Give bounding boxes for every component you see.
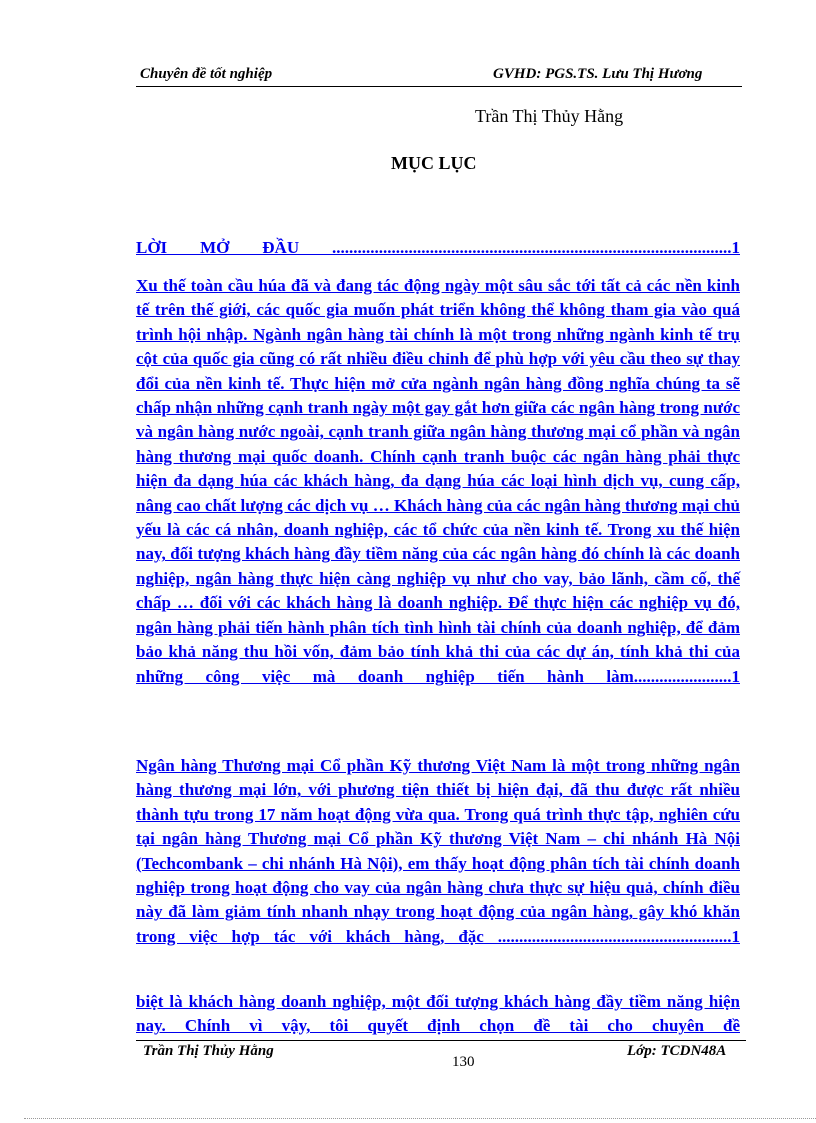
toc-entry-techcombank[interactable]: Ngân hàng Thương mại Cổ phần Kỹ thương Việt Nam là một trong những ngân hàng thương mại lớn, với phương tiện thiết bị hiện đại, đã thu được rất nhiều thành tựu trong 17 năm hoạt động vừa qua. Trong quá trình thực tập, nghiên cứu tại ngân hàng Thương mại Cổ phần Kỹ thương Việt Nam – chi nhánh Hà Nội (Techcombank – chi nhánh Hà Nội), em thấy hoạt động phân tích tài chính doanh nghiệp trong hoạt động cho vay của ngân hàng chưa thực sự hiệu quả, chính điều này đã làm giảm tính nhanh nhạy trong hoạt động của ngân hàng, gây khó khăn trong việc hợp tác với khách hàng, đặc .......................................................1 xyxy=(136,756,740,946)
header-rule xyxy=(136,86,742,87)
page-header-right: GVHD: PGS.TS. Lưu Thị Hương xyxy=(493,66,703,82)
page-header-left: Chuyên đề tốt nghiệp xyxy=(140,66,273,82)
footer-rule xyxy=(136,1040,746,1041)
footer-class: Lớp: TCDN48A xyxy=(627,1043,727,1059)
author-name: Trần Thị Thủy Hằng xyxy=(475,106,624,126)
toc-entry-intro[interactable]: LỜI MỞ ĐẦU ..............................................................................................1 xyxy=(136,238,740,257)
toc-entry-continued[interactable] xyxy=(136,990,740,1039)
toc-entry-continued-text[interactable]: biệt là khách hàng doanh nghiệp, một đối tượng khách hàng đầy tiềm năng hiện nay. Chính vì vậy, tôi quyết định chọn đề tài cho chuyên đề xyxy=(136,992,740,1036)
toc-entry-globalization[interactable]: Xu thế toàn cầu húa đã và đang tác động ngày một sâu sắc tới tất cả các nền kinh tế trên thế giới, các quốc gia muốn phát triển không thể không tham gia vào quá trình hội nhập. Ngành ngân hàng tài chính là một trong những ngành kinh tế trụ cột của quốc gia cũng có rất nhiều điều chỉnh để phù hợp với yêu cầu theo sự thay đổi của nền kinh tế. Thực hiện mở cửa ngành ngân hàng đồng nghĩa chúng ta sẽ chấp nhận những cạnh tranh ngày một gay gắt hơn giữa các ngân hàng trong nước và ngân hàng nước ngoài, cạnh tranh giữa ngân hàng thương mại cổ phần và ngân hàng thương mại quốc doanh. Chính cạnh tranh buộc các ngân hàng phải thực hiện đa dạng húa các khách hàng, đa dạng húa các loại hình dịch vụ, cung cấp, nâng cao chất lượng các dịch vụ … Khách hàng của các ngân hàng thương mại chủ yếu là các cá nhân, doanh nghiệp, các tổ chức của nền kinh tế. Trong xu thế hiện nay, đối tượng khách hàng đầy tiềm năng của các ngân hàng đó chính là các doanh nghiệp, ngân hàng thực hiện càng nghiệp vụ như cho vay, bảo lãnh, cầm cố, thế chấp … đối với các khách hàng là doanh nghiệp. Để thực hiện các nghiệp vụ đó, ngân hàng phải tiến hành phân tích tình hình tài chính của doanh nghiệp, để đảm bảo khả năng thu hồi vốn, đảm bảo tính khả thi của các dự án, tính khả thi của những công việc mà doanh nghiệp tiến hành làm.......................1 xyxy=(136,276,740,686)
footer-author: Trần Thị Thủy Hằng xyxy=(143,1043,274,1059)
toc-title: MỤC LỤC xyxy=(391,153,477,173)
page-number: 130 xyxy=(452,1054,475,1070)
page-bottom-dotted-border xyxy=(24,1118,816,1119)
